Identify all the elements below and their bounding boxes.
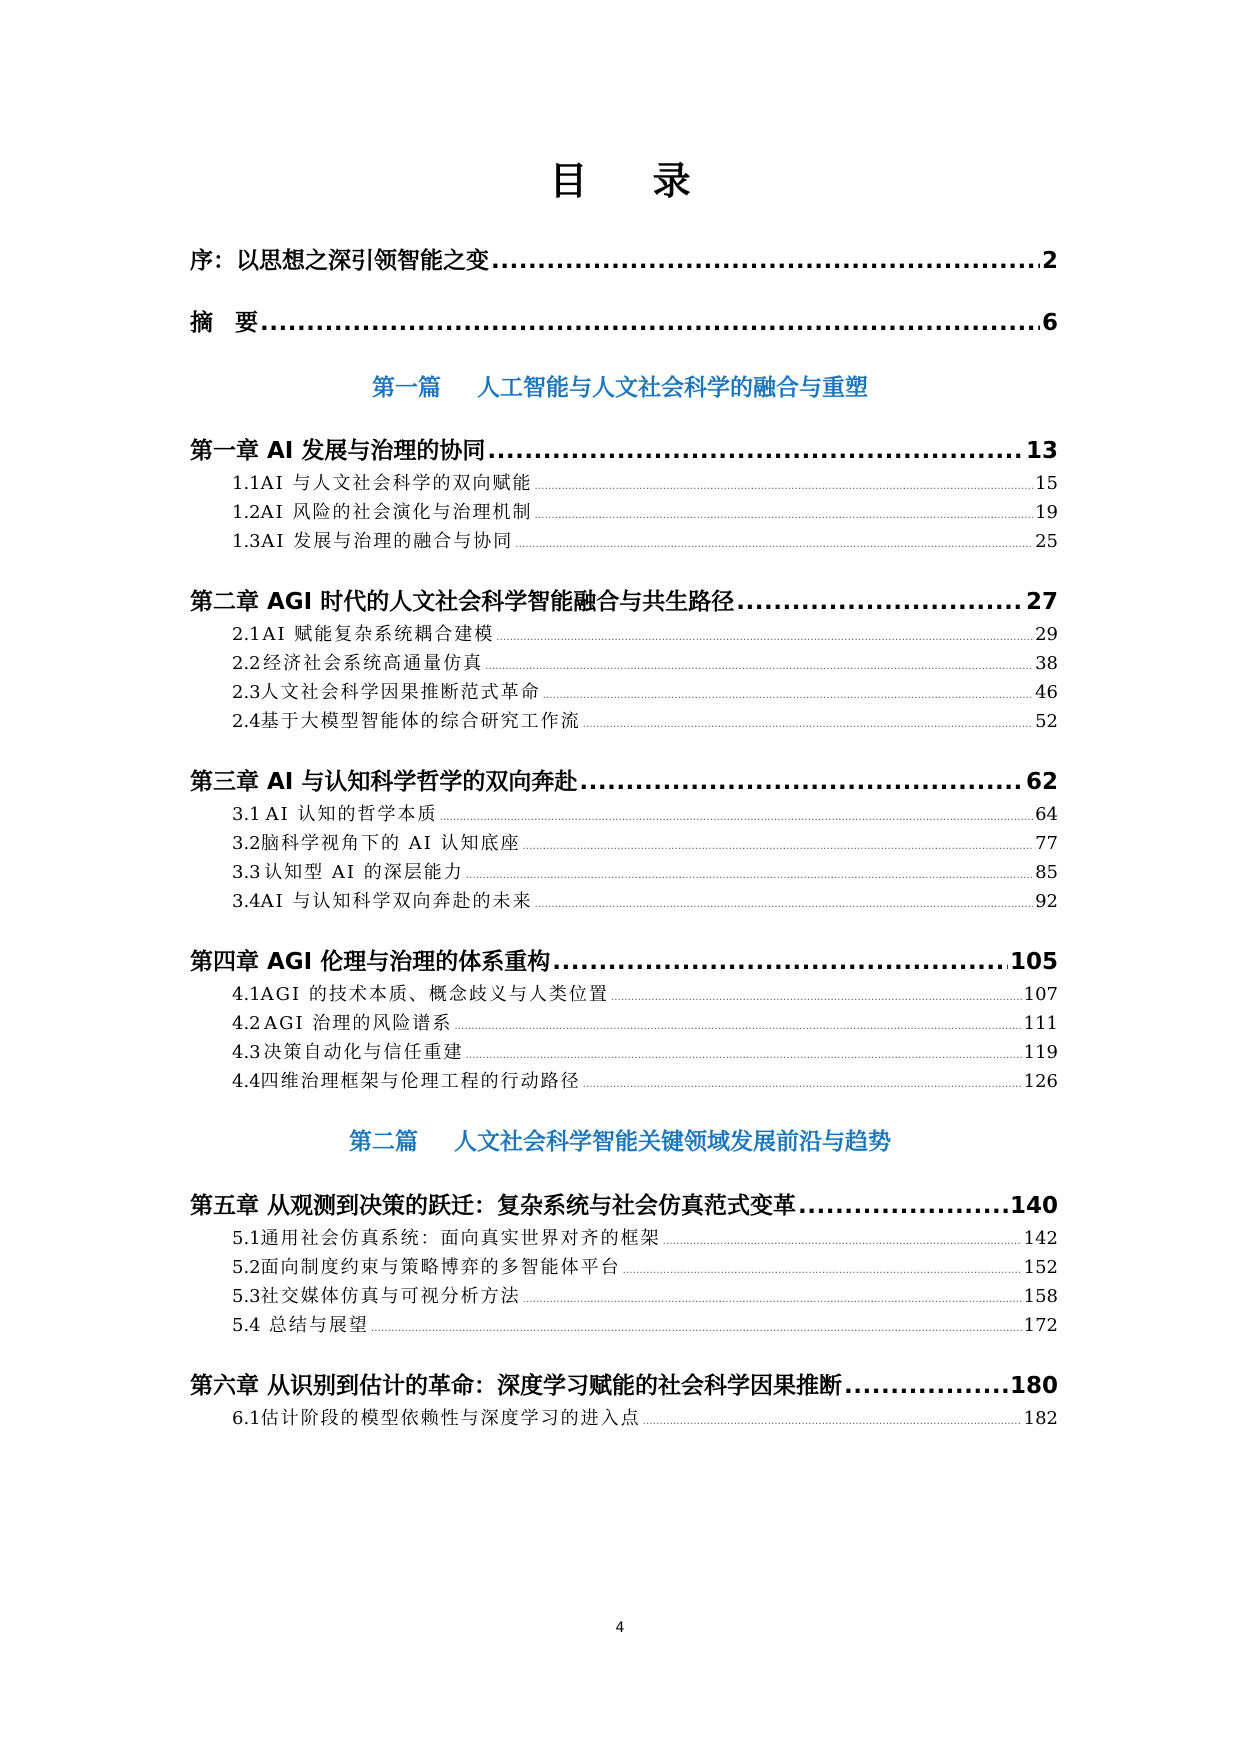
dot-leader: [496, 625, 1033, 651]
section-number: 4.4: [232, 1071, 261, 1092]
chapter-title: 第二章 AGI 时代的人文社会科学智能融合与共生路径: [190, 589, 735, 615]
section-title: AI 赋能复杂系统耦合建模: [262, 624, 495, 645]
section-title: AI 认知的哲学本质: [265, 804, 438, 825]
chapter-title: 第四章 AGI 伦理与治理的体系重构: [190, 949, 551, 975]
toc-page-number: 13: [1025, 438, 1058, 464]
dot-leader: [487, 436, 1024, 466]
dot-leader: [454, 1014, 1021, 1040]
section-number: 5.2: [232, 1257, 261, 1278]
toc-page-number: 152: [1023, 1257, 1058, 1278]
toc-page-number: 6: [1041, 310, 1058, 336]
toc-page-number: 182: [1023, 1408, 1058, 1429]
toc-section-5-1[interactable]: [190, 1226, 1058, 1252]
section-number: 2.1: [232, 624, 261, 645]
toc-page-number: 85: [1035, 862, 1058, 883]
toc-page-number: 111: [1023, 1013, 1058, 1034]
section-number: 5.1: [232, 1228, 261, 1249]
toc-page-number: 2: [1041, 248, 1058, 274]
toc-page-number: 25: [1035, 531, 1058, 552]
toc-page-number: 15: [1035, 473, 1058, 494]
toc-page-number: 92: [1035, 891, 1058, 912]
section-title: AI 与人文社会科学的双向赋能: [260, 473, 533, 494]
section-title: AI 发展与治理的融合与协同: [261, 531, 514, 552]
section-title: 决策自动化与信任重建: [263, 1042, 464, 1063]
dot-leader: [466, 863, 1033, 889]
toc-page-number: 119: [1023, 1042, 1058, 1063]
section-number: 4.3: [232, 1042, 261, 1063]
chapter-title: 第五章 从观测到决策的跃迁：复杂系统与社会仿真范式变革: [190, 1193, 797, 1219]
chapter-title: 第一章 AI 发展与治理的协同: [190, 438, 486, 464]
toc-chapter-5[interactable]: [190, 1191, 1058, 1221]
section-number: 1.1: [232, 473, 261, 494]
dot-leader: [844, 1371, 1008, 1401]
toc-page-number: 27: [1025, 589, 1058, 615]
toc-section-1-1[interactable]: [190, 471, 1058, 497]
toc-entry-preface[interactable]: [190, 246, 1058, 276]
section-number: 3.2: [232, 833, 261, 854]
toc-section-1-3[interactable]: [190, 529, 1058, 555]
dot-leader: [466, 1043, 1022, 1069]
dot-leader: [371, 1316, 1022, 1342]
section-number: 2.3: [232, 682, 261, 703]
toc-page-number: 19: [1035, 502, 1058, 523]
dot-leader: [534, 892, 1033, 918]
toc-section-5-4[interactable]: [190, 1313, 1058, 1339]
section-title: 四维治理框架与伦理工程的行动路径: [260, 1071, 581, 1092]
section-title: 基于大模型智能体的综合研究工作流: [260, 711, 581, 732]
toc-section-3-4[interactable]: [190, 889, 1058, 915]
section-title: AGI 治理的风险谱系: [264, 1013, 453, 1034]
toc-section-4-4[interactable]: [190, 1069, 1058, 1095]
dot-leader: [798, 1191, 1008, 1221]
dot-leader: [534, 503, 1033, 529]
toc-section-3-2[interactable]: [190, 831, 1058, 857]
toc-page-number: 29: [1035, 624, 1058, 645]
section-number: 3.3: [232, 862, 261, 883]
dot-leader: [534, 474, 1033, 500]
section-number: 2.2: [232, 653, 261, 674]
section-title: 通用社会仿真系统：面向真实世界对齐的框架: [260, 1228, 661, 1249]
dot-leader: [663, 1229, 1022, 1255]
section-title: 脑科学视角下的 AI 认知底座: [260, 833, 521, 854]
dot-leader: [736, 587, 1024, 617]
part-heading-1: [0, 373, 1240, 403]
section-number: 5.4: [232, 1315, 261, 1336]
dot-leader: [543, 683, 1033, 709]
page-title: 目 录: [549, 159, 717, 203]
toc-section-5-3[interactable]: [190, 1284, 1058, 1310]
dot-leader: [260, 308, 1040, 338]
toc-entry-abstract[interactable]: [190, 308, 1058, 338]
dot-leader: [583, 1072, 1022, 1098]
section-number: 3.1: [232, 804, 261, 825]
toc-page-number: 105: [1009, 949, 1058, 975]
toc-section-4-1[interactable]: [190, 982, 1058, 1008]
toc-page-number: 126: [1023, 1071, 1058, 1092]
dot-leader: [440, 805, 1034, 831]
dot-leader: [515, 532, 1033, 558]
toc-page-number: 140: [1009, 1193, 1058, 1219]
part-label: 第一篇: [372, 375, 441, 401]
toc-page-number: 38: [1035, 653, 1058, 674]
section-title: AGI 的技术本质、概念歧义与人类位置: [260, 984, 609, 1005]
dot-leader: [643, 1409, 1022, 1435]
part-label: 第二篇: [349, 1129, 418, 1155]
dot-leader: [485, 654, 1033, 680]
toc-section-2-1[interactable]: [190, 622, 1058, 648]
toc-page-number: 62: [1025, 769, 1058, 795]
section-title: 人文社会科学因果推断范式革命: [260, 682, 541, 703]
toc-chapter-1[interactable]: [190, 436, 1058, 466]
toc-page-number: 46: [1035, 682, 1058, 703]
dot-leader: [523, 1287, 1022, 1313]
dot-leader: [623, 1258, 1022, 1284]
section-number: 5.3: [232, 1286, 261, 1307]
toc-section-5-2[interactable]: [190, 1255, 1058, 1281]
section-title: AI 与认知科学双向奔赴的未来: [260, 891, 533, 912]
section-title: 认知型 AI 的深层能力: [264, 862, 464, 883]
toc-section-6-1[interactable]: [190, 1406, 1058, 1432]
section-title: 总结与展望: [268, 1315, 369, 1336]
toc-page-number: 158: [1023, 1286, 1058, 1307]
toc-chapter-3[interactable]: [190, 767, 1058, 797]
section-title: 社交媒体仿真与可视分析方法: [260, 1286, 521, 1307]
part-title: 人工智能与人文社会科学的融合与重塑: [477, 375, 868, 401]
section-number: 1.2: [232, 502, 261, 523]
toc-section-2-4[interactable]: [190, 709, 1058, 735]
chapter-title: 第六章 从识别到估计的革命：深度学习赋能的社会科学因果推断: [190, 1373, 843, 1399]
section-title: 经济社会系统高通量仿真: [263, 653, 484, 674]
chapter-title: 第三章 AI 与认知科学哲学的双向奔赴: [190, 769, 578, 795]
section-number: 2.4: [232, 711, 261, 732]
dot-leader: [611, 985, 1022, 1011]
section-title: 估计阶段的模型依赖性与深度学习的进入点: [260, 1408, 641, 1429]
toc-section-4-3[interactable]: [190, 1040, 1058, 1066]
dot-leader: [491, 246, 1040, 276]
toc-section-4-2[interactable]: [190, 1011, 1058, 1037]
section-number: 3.4: [232, 891, 261, 912]
toc-chapter-2[interactable]: [190, 587, 1058, 617]
toc-section-3-3[interactable]: [190, 860, 1058, 886]
toc-chapter-4[interactable]: [190, 947, 1058, 977]
toc-page-number: 64: [1035, 804, 1058, 825]
part-heading-2: [0, 1127, 1240, 1157]
toc-section-3-1[interactable]: [190, 802, 1058, 828]
toc-chapter-6[interactable]: [190, 1371, 1058, 1401]
toc-page-number: 107: [1023, 984, 1058, 1005]
section-title: 面向制度约束与策略博弈的多智能体平台: [260, 1257, 621, 1278]
dot-leader: [579, 767, 1024, 797]
toc-page-number: 142: [1023, 1228, 1058, 1249]
section-number: 4.2: [232, 1013, 261, 1034]
section-title: AI 风险的社会演化与治理机制: [260, 502, 533, 523]
dot-leader: [523, 834, 1034, 860]
part-title: 人文社会科学智能关键领域发展前沿与趋势: [454, 1129, 891, 1155]
footer-page-number: 4: [615, 1620, 625, 1636]
dot-leader: [552, 947, 1008, 977]
toc-entry-label: 序：以思想之深引领智能之变: [190, 248, 489, 274]
section-number: 6.1: [232, 1408, 261, 1429]
toc-section-2-2[interactable]: [190, 651, 1058, 677]
toc-section-1-2[interactable]: [190, 500, 1058, 526]
toc-section-2-3[interactable]: [190, 680, 1058, 706]
toc-page-number: 180: [1009, 1373, 1058, 1399]
toc-page-number: 52: [1035, 711, 1058, 732]
dot-leader: [583, 712, 1033, 738]
toc-page-number: 77: [1035, 833, 1058, 854]
section-number: 1.3: [232, 531, 261, 552]
toc-page-number: 172: [1023, 1315, 1058, 1336]
toc-entry-label: 摘 要: [190, 310, 258, 336]
section-number: 4.1: [232, 984, 261, 1005]
